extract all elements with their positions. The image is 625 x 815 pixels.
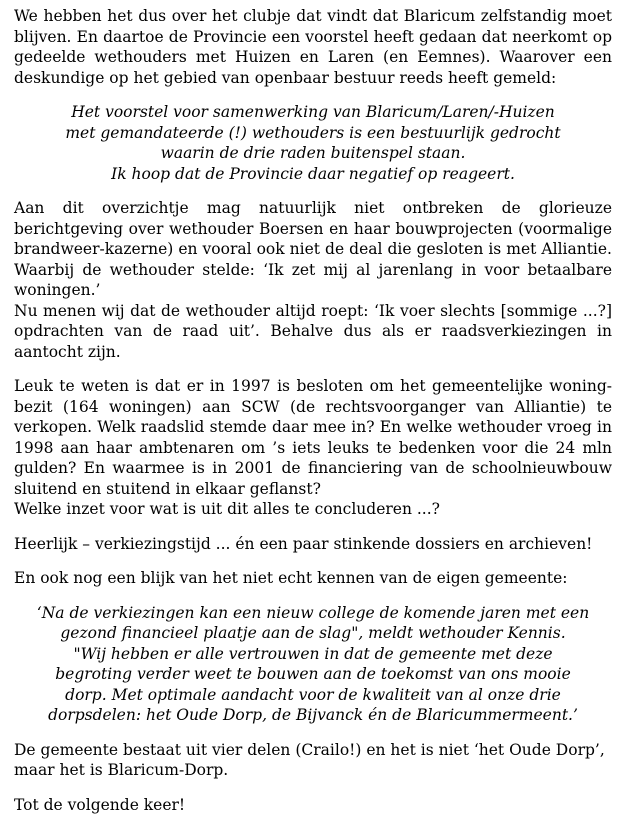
paragraph-boersen-part1: Aan dit overzichtje mag natuurlijk niet ontbreken de glorieuze berichtgeving over wethouder Boersen en haar bouwprojecten (voormalige brandweer-kazerne) en vooral ook niet de deal die gesloten is met Alliantie. Waarbij de wethouder stelde: ‘Ik zet mij al jarenlang in voor betaalbare woningen.’ <box>14 198 612 301</box>
quote-line: Ik hoop dat de Provincie daar negatief op reageert. <box>14 164 612 185</box>
paragraph-history-part1: Leuk te weten is dat er in 1997 is besloten om het gemeentelijke woning-bezit (164 woningen) aan SCW (de rechtsvoorganger van Alliantie) te verkopen. Welk raadslid stemde daar mee in? En welke wethouder vroeg in 1998 aan haar ambtenaren om ’s iets leuks te bedenken voor die 24 mln gulden? En waarmee is in 2001 de financiering van de schoolnieuwbouw sluitend en stuitend in elkaar geflanst? <box>14 376 612 499</box>
paragraph-kennis-intro: En ook nog een blijk van het niet echt kennen van de eigen gemeente: <box>14 568 612 589</box>
paragraph-history-part2: Welke inzet voor wat is uit dit alles te concluderen ...? <box>14 499 612 520</box>
quote-line: Het voorstel voor samenwerking van Blaricum/Laren/-Huizen <box>14 102 612 123</box>
paragraph-signoff: Tot de volgende keer! <box>14 795 612 815</box>
paragraph-elections: Heerlijk – verkiezingstijd ... én een paar stinkende dossiers en archieven! <box>14 534 612 555</box>
blockquote-expert <box>14 102 612 184</box>
quote-line: gezond financieel plaatje aan de slag", meldt wethouder Kennis. <box>14 623 612 644</box>
paragraph-closing: De gemeente bestaat uit vier delen (Crailo!) en het is niet ‘het Oude Dorp’, maar het is Blaricum-Dorp. <box>14 740 612 781</box>
quote-line: begroting verder weet te bouwen aan de toekomst van ons mooie <box>14 664 612 685</box>
quote-line: waarin de drie raden buitenspel staan. <box>14 143 612 164</box>
quote-line: "Wij hebben er alle vertrouwen in dat de gemeente met deze <box>14 644 612 665</box>
quote-line: dorp. Met optimale aandacht voor de kwaliteit van al onze drie <box>14 685 612 706</box>
quote-line: ‘Na de verkiezingen kan een nieuw college de komende jaren met een <box>14 603 612 624</box>
quote-line: dorpsdelen: het Oude Dorp, de Bijvanck én de Blaricummermeent.’ <box>14 705 612 726</box>
blockquote-kennis <box>14 603 612 726</box>
quote-line: met gemandateerde (!) wethouders is een bestuurlijk gedrocht <box>14 123 612 144</box>
paragraph-boersen-part2: Nu menen wij dat de wethouder altijd roept: ‘Ik voer slechts [sommige ...?] opdrachten van de raad uit’. Behalve dus als er raadsverkiezingen in aantocht zijn. <box>14 301 612 363</box>
paragraph-intro: We hebben het dus over het clubje dat vindt dat Blaricum zelfstandig moet blijven. En daartoe de Provincie een voorstel heeft gedaan dat neerkomt op gedeelde wethouders met Huizen en Laren (en Eemnes). Waarover een deskundige op het gebied van openbaar bestuur reeds heeft gemeld: <box>14 6 612 88</box>
